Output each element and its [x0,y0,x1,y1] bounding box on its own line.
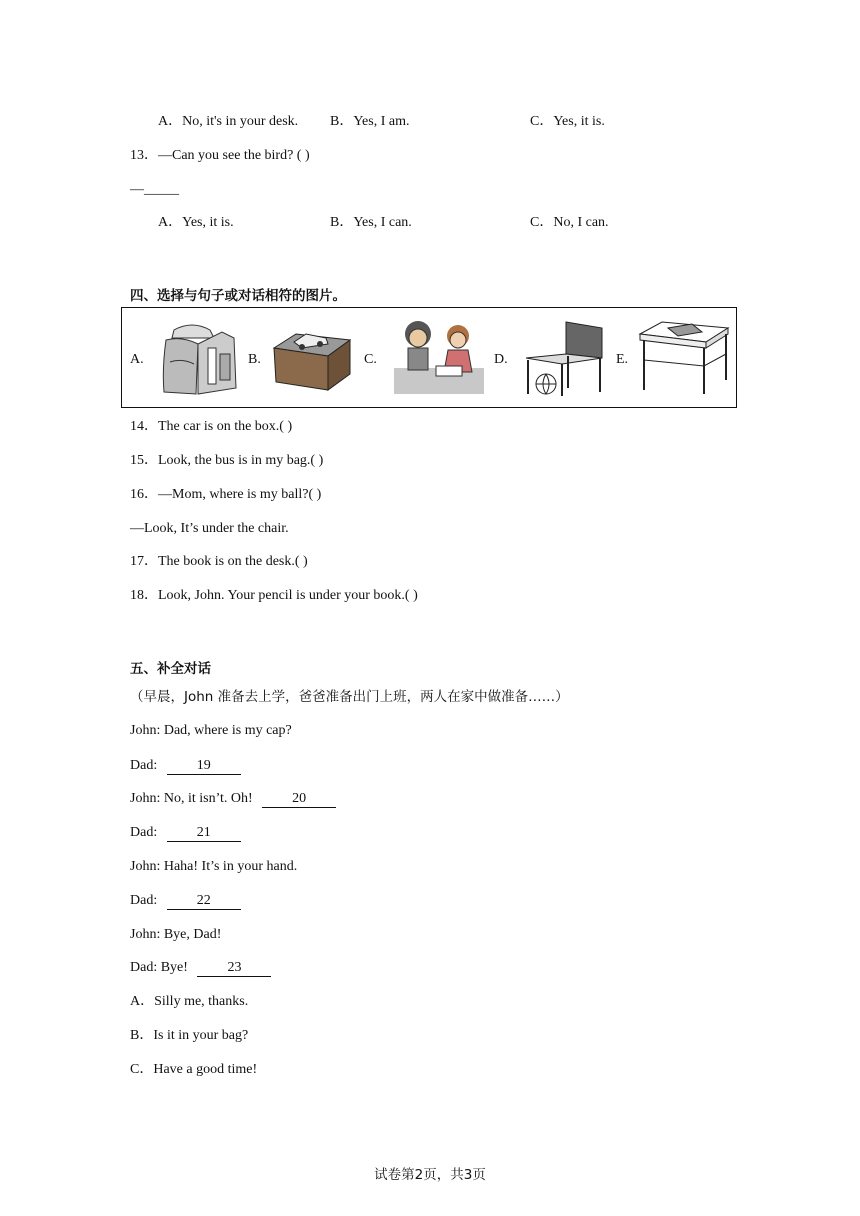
page-footer: 试卷第2页，共3页 [374,1167,486,1183]
q12-option-c: C．Yes, it is. [530,114,605,129]
section5-option-c: C．Have a good time! [130,1062,258,1077]
kids-with-book-image [392,316,486,396]
q13-answer-line: —_____ [130,182,179,197]
question-15: 15．Look, the bus is in my bag.( ) [130,453,324,468]
picture-label-e: E. [616,352,629,367]
section4-title: 四、选择与句子或对话相符的图片。 [130,288,346,304]
q12-option-a: A．No, it's in your desk. [158,114,299,129]
picture-choices-box [121,307,737,408]
blank-19[interactable]: 19 [167,758,241,775]
q13-option-b: B．Yes, I can. [330,215,412,230]
section5-option-b: B．Is it in your bag? [130,1028,249,1043]
q12-option-b: B．Yes, I am. [330,114,410,129]
picture-label-d: D. [494,352,508,367]
blank-20[interactable]: 20 [262,791,336,808]
chair-with-ball-image [516,318,608,398]
box-with-car-image [266,318,356,394]
blank-23[interactable]: 23 [197,960,271,977]
dialogue-line-8: Dad: Bye! 23 [130,959,271,977]
dialogue-line-1: John: Dad, where is my cap? [130,723,292,738]
q13-option-a: A．Yes, it is. [158,215,234,230]
picture-label-b: B. [248,352,261,367]
desk-with-book-image [634,316,730,396]
q13-option-c: C．No, I can. [530,215,609,230]
dialogue-line-6: Dad: 22 [130,892,241,910]
dialogue-line-5: John: Haha! It’s in your hand. [130,859,298,874]
picture-label-c: C. [364,352,377,367]
section5-context: （早晨，John 准备去上学，爸爸准备出门上班，两人在家中做准备……） [130,689,569,705]
blank-21[interactable]: 21 [167,825,241,842]
schoolbag-image [152,318,244,398]
question-17: 17．The book is on the desk.( ) [130,554,308,569]
question-16-reply: —Look, It’s under the chair. [130,521,289,536]
blank-22[interactable]: 22 [167,893,241,910]
section5-title: 五、补全对话 [130,661,211,677]
question-18: 18．Look, John. Your pencil is under your book.( ) [130,588,418,603]
q13-question: 13．—Can you see the bird? ( ) [130,148,310,163]
dialogue-line-7: John: Bye, Dad! [130,927,222,942]
section5-option-a: A．Silly me, thanks. [130,994,249,1009]
question-16: 16．—Mom, where is my ball?( ) [130,487,322,502]
question-14: 14．The car is on the box.( ) [130,419,293,434]
dialogue-line-3: John: No, it isn’t. Oh! 20 [130,790,336,808]
dialogue-line-2: Dad: 19 [130,757,241,775]
dialogue-line-4: Dad: 21 [130,824,241,842]
picture-label-a: A. [130,352,144,367]
